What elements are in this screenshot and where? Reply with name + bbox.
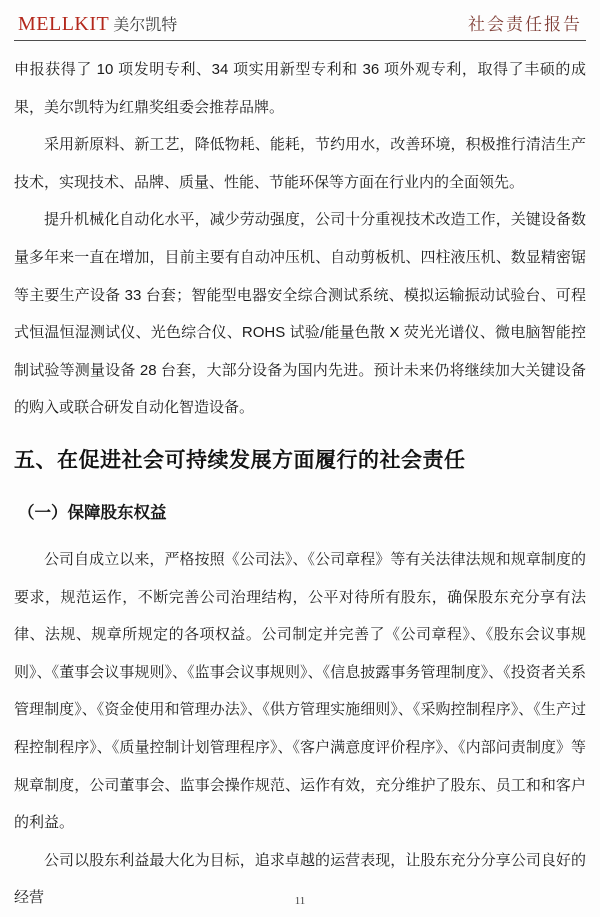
- company-logo-en: MELLKIT: [18, 13, 110, 35]
- section-heading: 五、在促进社会可持续发展方面履行的社会责任: [14, 447, 466, 472]
- body-paragraph: 公司以股东利益最大化为目标，追求卓越的运营表现，让股东充分分享公司良好的经营: [14, 851, 586, 907]
- company-logo: [18, 12, 177, 36]
- body-paragraph: 采用新原料、新工艺，降低物耗、能耗，节约用水，改善环境，积极推行清洁生产技术，实现技术、品牌、质量、性能、节能环保等方面在行业内的全面领先。: [14, 136, 586, 191]
- subsection-heading: （一）保障股东权益: [18, 503, 167, 522]
- company-logo-cn: 美尔凯特: [113, 17, 178, 34]
- page-header: [14, 8, 586, 41]
- page-number: 11: [294, 895, 306, 907]
- report-title: 社会责任报告: [468, 15, 582, 34]
- body-paragraph: 提升机械化自动化水平，减少劳动强度，公司十分重视技术改造工作，关键设备数量多年来一直在增加，目前主要有自动冲压机、自动剪板机、四柱液压机、数显精密锯等主要生产设备 33 台套；智能型电器安全综合测试系统、模拟运输振动试验台、可程式恒温恒湿测试仪、光色综合仪、ROHS 试验/能量色散 X 荧光光谱仪、微电脑智能控制试验等测量设备 28 台套，大部分设备为国内先进。预计未来仍将继续加大关键设备的购入或联合研发自动化智造设备。: [14, 211, 586, 417]
- page-content: [14, 51, 586, 917]
- body-paragraph: 申报获得了 10 项发明专利、34 项实用新型专利和 36 项外观专利，取得了丰硕的成果，美尔凯特为红鼎奖组委会推荐品牌。: [14, 61, 586, 116]
- body-paragraph: 公司自成立以来，严格按照《公司法》、《公司章程》等有关法律法规和规章制度的要求，规范运作，不断完善公司治理结构，公平对待所有股东，确保股东充分享有法律、法规、规章所规定的各项权益。公司制定并完善了《公司章程》、《股东会议事规则》、《董事会议事规则》、《监事会议事规则》、《信息披露事务管理制度》、《投资者关系管理制度》、《资金使用和管理办法》、《供方管理实施细则》、《采购控制程序》、《生产过程控制程序》、《质量控制计划管理程序》、《客户满意度评价程序》、《内部问责制度》等规章制度，公司董事会、监事会操作规范、运作有效，充分维护了股东、员工和和客户的利益。: [14, 550, 586, 832]
